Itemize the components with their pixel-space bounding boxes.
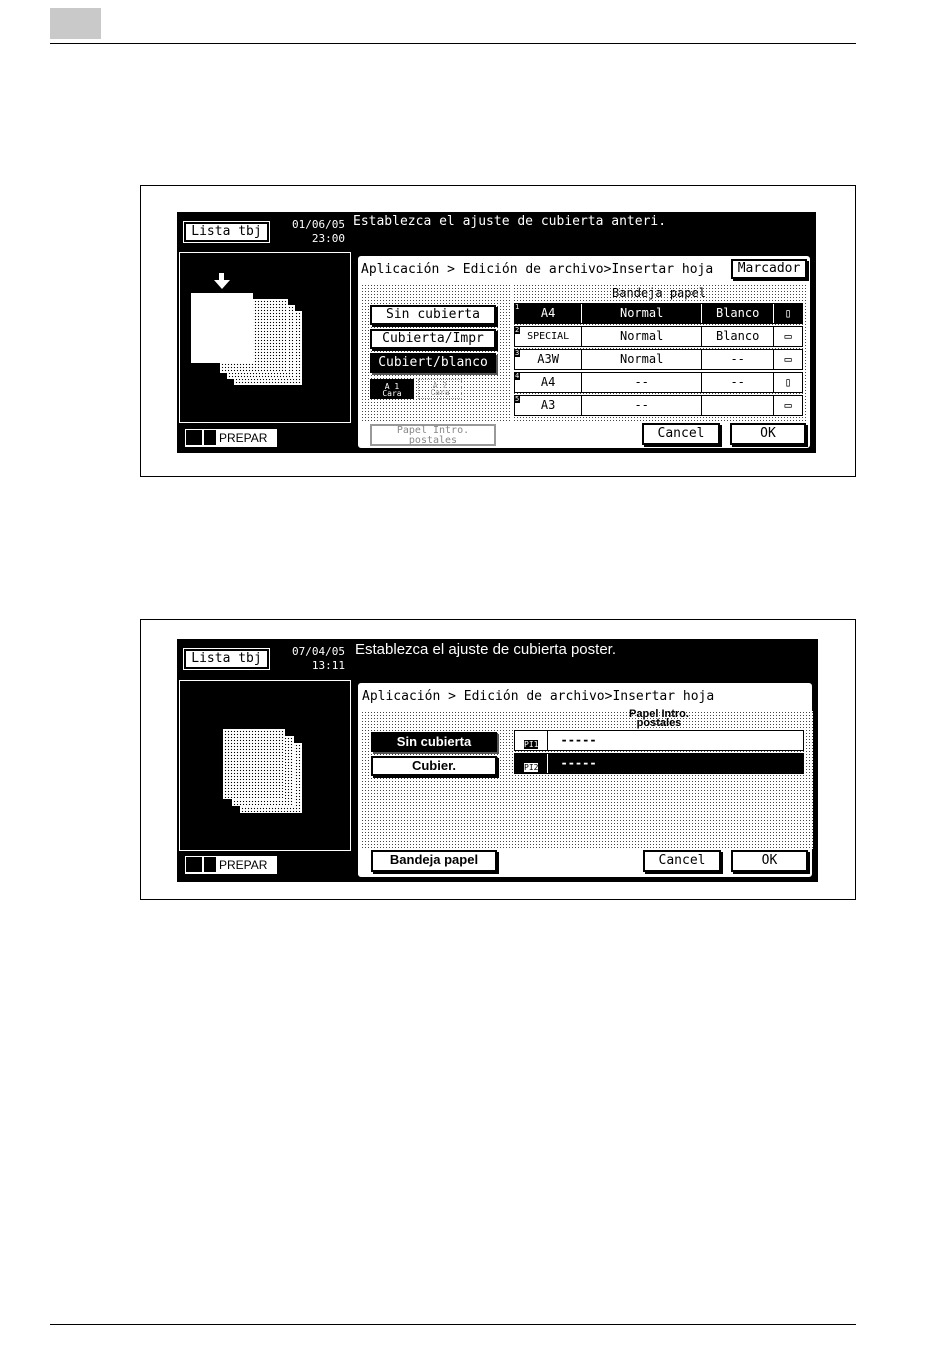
paper-orientation-icon: ▭ (784, 352, 792, 366)
tray-color: Blanco (702, 327, 774, 346)
tray-type: -- (582, 373, 702, 392)
postcard-row-1[interactable] (514, 730, 804, 751)
top-rule (50, 43, 856, 44)
postcard-code-label: PI2 (524, 763, 539, 772)
page-stack-front (223, 729, 285, 799)
one-side-button[interactable] (370, 379, 414, 399)
tray-row-2[interactable] (514, 326, 803, 347)
memory-icon (204, 430, 216, 445)
postcard-value: ----- (560, 733, 597, 747)
cancel-button[interactable]: Cancel (642, 423, 720, 445)
tray-size: A4 (515, 304, 582, 323)
tray-size: A3 (515, 396, 582, 415)
machine-status-icon (186, 857, 202, 872)
instruction-message: Establezca el ajuste de cubierta anteri. (353, 214, 667, 229)
tray-color: -- (702, 373, 774, 392)
chapter-tab (50, 8, 101, 39)
tray-color: -- (702, 350, 774, 369)
tray-type: Normal (582, 327, 702, 346)
two-side-button (418, 379, 462, 399)
paper-orientation-icon: ▭ (784, 329, 792, 343)
tray-row-5[interactable] (514, 395, 803, 416)
copier-screen-2 (177, 639, 818, 882)
tray-table-title: Bandeja papel (612, 286, 706, 300)
instruction-message: Establezca el ajuste de cubierta poster. (355, 641, 616, 658)
status-bar (185, 856, 277, 874)
postcard-row-2[interactable] (514, 753, 804, 774)
date-time (273, 645, 345, 673)
tray-number: 3 (515, 349, 520, 357)
tray-color (702, 396, 774, 415)
no-cover-button[interactable]: Sin cubierta (370, 305, 496, 325)
paper-orientation-icon: ▯ (784, 306, 792, 320)
no-cover-button[interactable]: Sin cubierta (371, 732, 497, 752)
time-text: 23:00 (311, 232, 345, 245)
postcard-title-line1: Papel Intro. (629, 708, 689, 720)
one-side-line1: A 1 (384, 382, 400, 391)
postcard-line1: Papel Intro. (396, 425, 470, 436)
tray-type: Normal (582, 304, 702, 323)
insert-arrow-stem (219, 273, 224, 280)
tray-type: -- (582, 396, 702, 415)
cancel-button[interactable]: Cancel (643, 850, 721, 872)
tray-number: 5 (515, 395, 520, 403)
status-bar (185, 429, 277, 447)
preview-panel (179, 680, 351, 851)
copier-screen-1 (177, 212, 816, 453)
tray-row-4[interactable] (514, 372, 803, 393)
time-text: 13:11 (311, 659, 345, 672)
paper-tray-button[interactable]: Bandeja papel (371, 850, 497, 872)
one-side-line2: Cara (382, 389, 402, 398)
front-cover-sheet (191, 293, 253, 363)
machine-status-icon (186, 430, 202, 445)
postcard-code-label: PI1 (524, 740, 539, 749)
marker-button[interactable]: Marcador (731, 259, 807, 279)
cover-print-button[interactable]: Cubierta/Impr (370, 329, 496, 349)
breadcrumb: Aplicación > Edición de archivo>Insertar hoja (361, 262, 714, 277)
paper-orientation-icon: ▭ (784, 398, 792, 412)
postcard-code (515, 754, 548, 773)
job-list-button[interactable]: Lista tbj (184, 222, 269, 242)
status-text: PREPAR (219, 858, 268, 872)
job-list-button[interactable]: Lista tbj (184, 649, 269, 669)
postcard-table-title (514, 710, 804, 728)
memory-icon (204, 857, 216, 872)
date-time (273, 218, 345, 246)
date-text: 07/04/05 (292, 645, 345, 658)
tray-type: Normal (582, 350, 702, 369)
two-side-line1: A 2 (432, 381, 448, 390)
settings-panel (355, 680, 815, 880)
tray-size: A3W (515, 350, 582, 369)
cover-button[interactable]: Cubier. (371, 756, 497, 776)
postcard-button (370, 424, 496, 446)
date-text: 01/06/05 (292, 218, 345, 231)
postcard-line2: postales (408, 435, 458, 446)
breadcrumb: Aplicación > Edición de archivo>Insertar hoja (362, 689, 715, 704)
tray-row-3[interactable] (514, 349, 803, 370)
postcard-code (515, 731, 548, 750)
two-side-line2: Cara (430, 388, 450, 397)
tray-size: A4 (515, 373, 582, 392)
bottom-rule (50, 1324, 856, 1325)
ok-button[interactable]: OK (730, 423, 806, 445)
postcard-title-line2: postales (636, 717, 682, 729)
preview-panel (179, 252, 351, 423)
tray-number: 1 (515, 303, 520, 311)
tray-color: Blanco (702, 304, 774, 323)
tray-size: SPECIAL (515, 327, 582, 346)
postcard-value: ----- (560, 756, 597, 770)
ok-button[interactable]: OK (731, 850, 808, 872)
tray-number: 4 (515, 372, 520, 380)
tray-number: 2 (515, 326, 520, 334)
tray-row-1[interactable] (514, 303, 803, 324)
paper-orientation-icon: ▯ (784, 375, 792, 389)
insert-arrow-icon (214, 280, 230, 289)
settings-panel (355, 253, 813, 451)
status-text: PREPAR (219, 431, 268, 445)
cover-blank-button[interactable]: Cubiert/blanco (370, 353, 496, 373)
